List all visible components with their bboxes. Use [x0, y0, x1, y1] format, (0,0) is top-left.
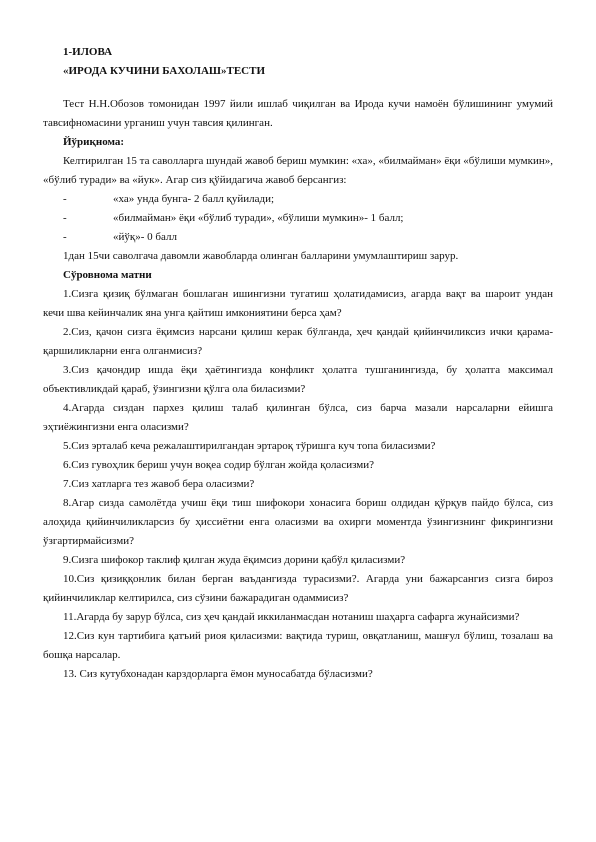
dash-bullet: -	[63, 212, 67, 224]
question-11: 11.Агарда бу зарур бўлса, сиз ҳеч қандай иккиланмасдан нотаниш шаҳарга сафарга жунайсизми?	[63, 611, 520, 623]
instruction-paragraph: Келтирилган 15 та саволларга шундай жавоб бериш мумкин: «ха», «билмайман» ёқи «бўлиши мумкин», «бўлиб туради» ва «йук». Агар сиз қўйидагича жавоб берсангиз:	[43, 155, 554, 186]
question-5: 5.Сиз эрталаб кеча режалаштирилгандан эртароқ тўришга куч топа биласизми?	[63, 440, 436, 452]
document-page	[43, 43, 553, 684]
question-3: 3.Сиз қачондир ишда ёқи ҳаётингизда конфликт ҳолатга тушганингизда, бу ҳолатга максимал объективликдай қараб, ўзингизни қўлга ола биласизми?	[43, 364, 553, 395]
question-9: 9.Сизга шифокор таклиф қилган жуда ёқимсиз дорини қабўл қиласизми?	[63, 554, 406, 566]
question-6: 6.Сиз гувоҳлик бериш учун воқеа содир бўлган жойда қоласизми?	[63, 459, 375, 471]
question-8: 8.Агар сизда самолётда учиш ёқи тиш шифокори хонасига бориш олдидан қўрқув пайдо бўлса, сиз алоҳида қийинчиликларсиз бу ҳиссиётни енга оласизми ва охирги моментда ўзингизнинг фикрингизни ўзгартирмайсизми?	[43, 497, 553, 547]
scoring-text: «ха» унда бунга- 2 балл қуйилади;	[113, 193, 275, 205]
dash-bullet: -	[63, 193, 67, 205]
question-10: 10.Сиз қизиққонлик билан берган ваъдангизда турасизми?. Агарда уни бажарсангиз сизга бироз қийинчиликлар келтирилса, сиз сўзини бажарадиган одаммисиз?	[43, 573, 553, 604]
scoring-item	[43, 190, 553, 209]
question-13: 13. Сиз кутубхонадан карздорларга ёмон муносабатда бўласизми?	[63, 668, 373, 680]
question-7: 7.Сиз хатларга тез жавоб бера оласизми?	[63, 478, 255, 490]
scoring-text: «йўқ»- 0 балл	[113, 231, 177, 243]
test-title: «ИРОДА КУЧИНИ БАХОЛАШ»ТЕСТИ	[63, 65, 265, 77]
scoring-note: 1дан 15чи саволгача давомли жавобларда олинган балларини умумлаштириш зарур.	[63, 250, 459, 262]
question-12: 12.Сиз кун тартибига қатъий риоя қиласизми: вақтида туриш, овқатланиш, машғул бўлиш, тозалаш ва бошқа нарсалар.	[43, 630, 553, 661]
scoring-item	[43, 209, 553, 228]
question-1: 1.Сизга қизиқ бўлмаган бошлаган ишингизни тугатиш ҳолатидамисиз, агарда вақт ва шароит ундан кечи шва кейинчалик яна унга қайтиш имкониятини берса ҳам?	[43, 288, 553, 319]
appendix-label: 1-ИЛОВА	[63, 46, 113, 58]
intro-paragraph: Тест Н.Н.Обозов томонидан 1997 йили ишлаб чиқилган ва Ирода кучи намоён бўлишининг умумий тавсифномасини урганиш учун тавсия қилинган.	[43, 98, 553, 129]
question-2: 2.Сиз, қачон сизга ёқимсиз нарсани қилиш керак бўлганда, ҳеч қандай қийинчиликсиз ички қарама-қаршиликларни енга олганмисиз?	[43, 326, 553, 357]
dash-bullet: -	[63, 231, 67, 243]
question-4: 4.Агарда сиздан пархез қилиш талаб қилинган бўлса, сиз барча мазали нарсаларни ейишга эҳтиёжингизни енга оласизми?	[43, 402, 553, 433]
scoring-item	[43, 228, 553, 247]
questionnaire-heading: Сўровнома матни	[63, 269, 152, 281]
scoring-text: «билмайман» ёқи «бўлиб туради», «бўлиши мумкин»- 1 балл;	[113, 212, 404, 224]
instruction-heading: Йўриқнома:	[63, 136, 125, 148]
